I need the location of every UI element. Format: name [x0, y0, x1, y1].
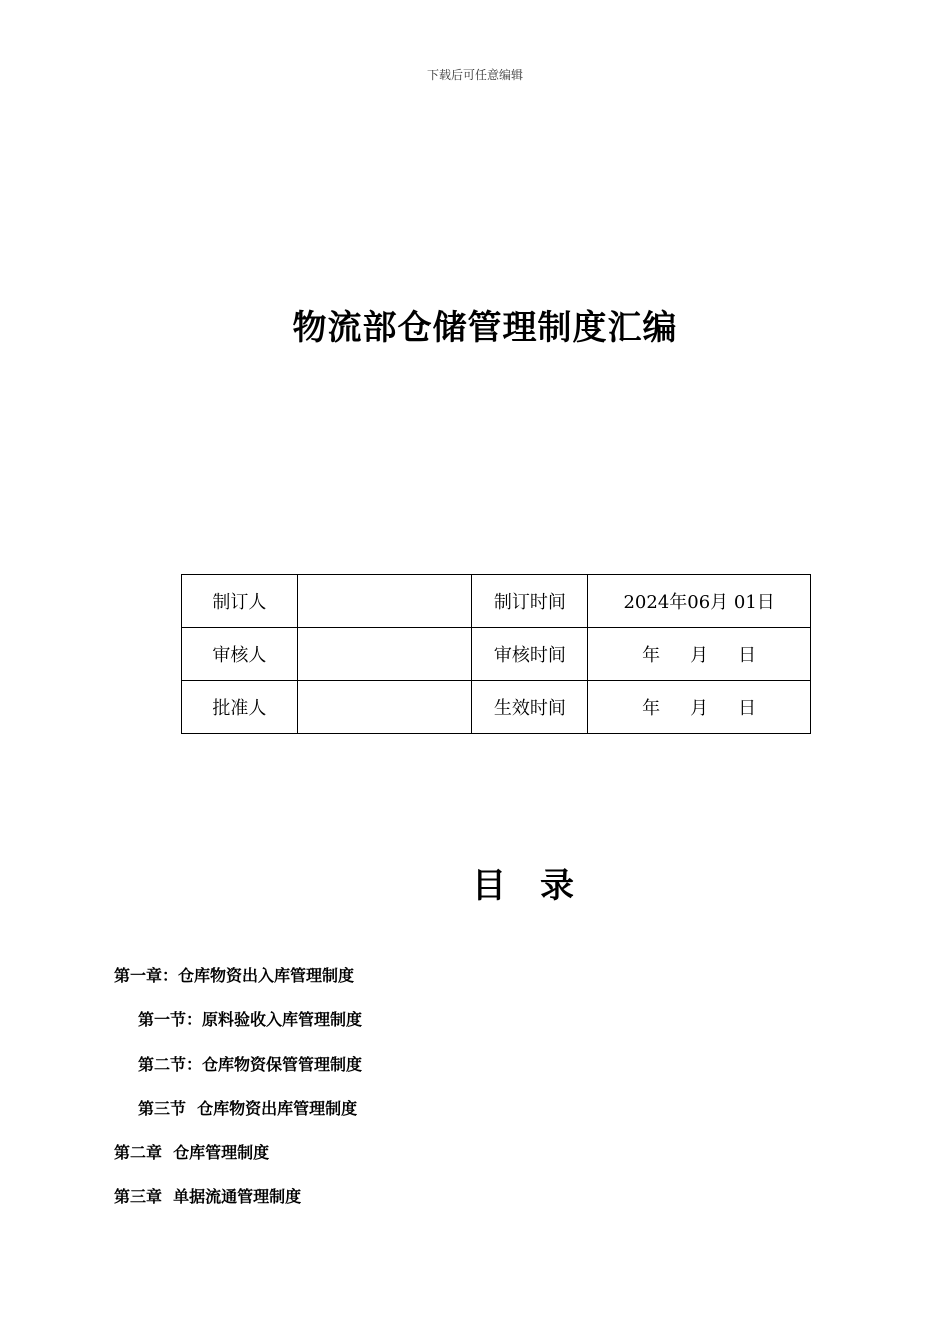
- month-text: 月: [690, 645, 709, 666]
- table-row: [182, 628, 811, 681]
- toc-item-section-3[interactable]: 第三节 仓库物资出库管理制度: [138, 1098, 358, 1118]
- approver-label: 批准人: [182, 681, 298, 734]
- toc-title-char: 目: [472, 866, 506, 906]
- reviewer-label: 审核人: [182, 628, 298, 681]
- toc-title: [472, 858, 574, 907]
- document-title: 物流部仓储管理制度汇编: [292, 308, 678, 348]
- draft-date-value: 2024年06月 01日: [588, 575, 811, 628]
- day-text: 日: [738, 645, 757, 666]
- toc-item-section-2[interactable]: 第二节：仓库物资保管管理制度: [138, 1054, 363, 1074]
- header-note: 下载后可任意编辑: [426, 68, 523, 82]
- review-date-label: 审核时间: [472, 628, 588, 681]
- table-row: [182, 681, 811, 734]
- toc-item-chapter-2[interactable]: 第二章 仓库管理制度: [114, 1143, 270, 1163]
- table-of-contents: [114, 964, 362, 1230]
- approver-value: [297, 681, 472, 734]
- toc-item-chapter-3[interactable]: 第三章 单据流通管理制度: [114, 1187, 302, 1207]
- toc-title-char: 录: [540, 866, 574, 906]
- table-row: [182, 575, 811, 628]
- month-text: 月: [690, 698, 709, 719]
- effective-date-label: 生效时间: [472, 681, 588, 734]
- year-text: 年: [642, 645, 661, 666]
- draft-date-label: 制订时间: [472, 575, 588, 628]
- review-date-value: [588, 628, 811, 681]
- reviewer-value: [297, 628, 472, 681]
- drafter-label: 制订人: [182, 575, 298, 628]
- year-text: 年: [642, 698, 661, 719]
- effective-date-value: [588, 681, 811, 734]
- day-text: 日: [738, 698, 757, 719]
- approval-table: [181, 574, 811, 734]
- toc-item-section-1[interactable]: 第一节：原料验收入库管理制度: [138, 1010, 363, 1030]
- drafter-value: [297, 575, 472, 628]
- toc-item-chapter-1[interactable]: 第一章：仓库物资出入库管理制度: [114, 966, 355, 985]
